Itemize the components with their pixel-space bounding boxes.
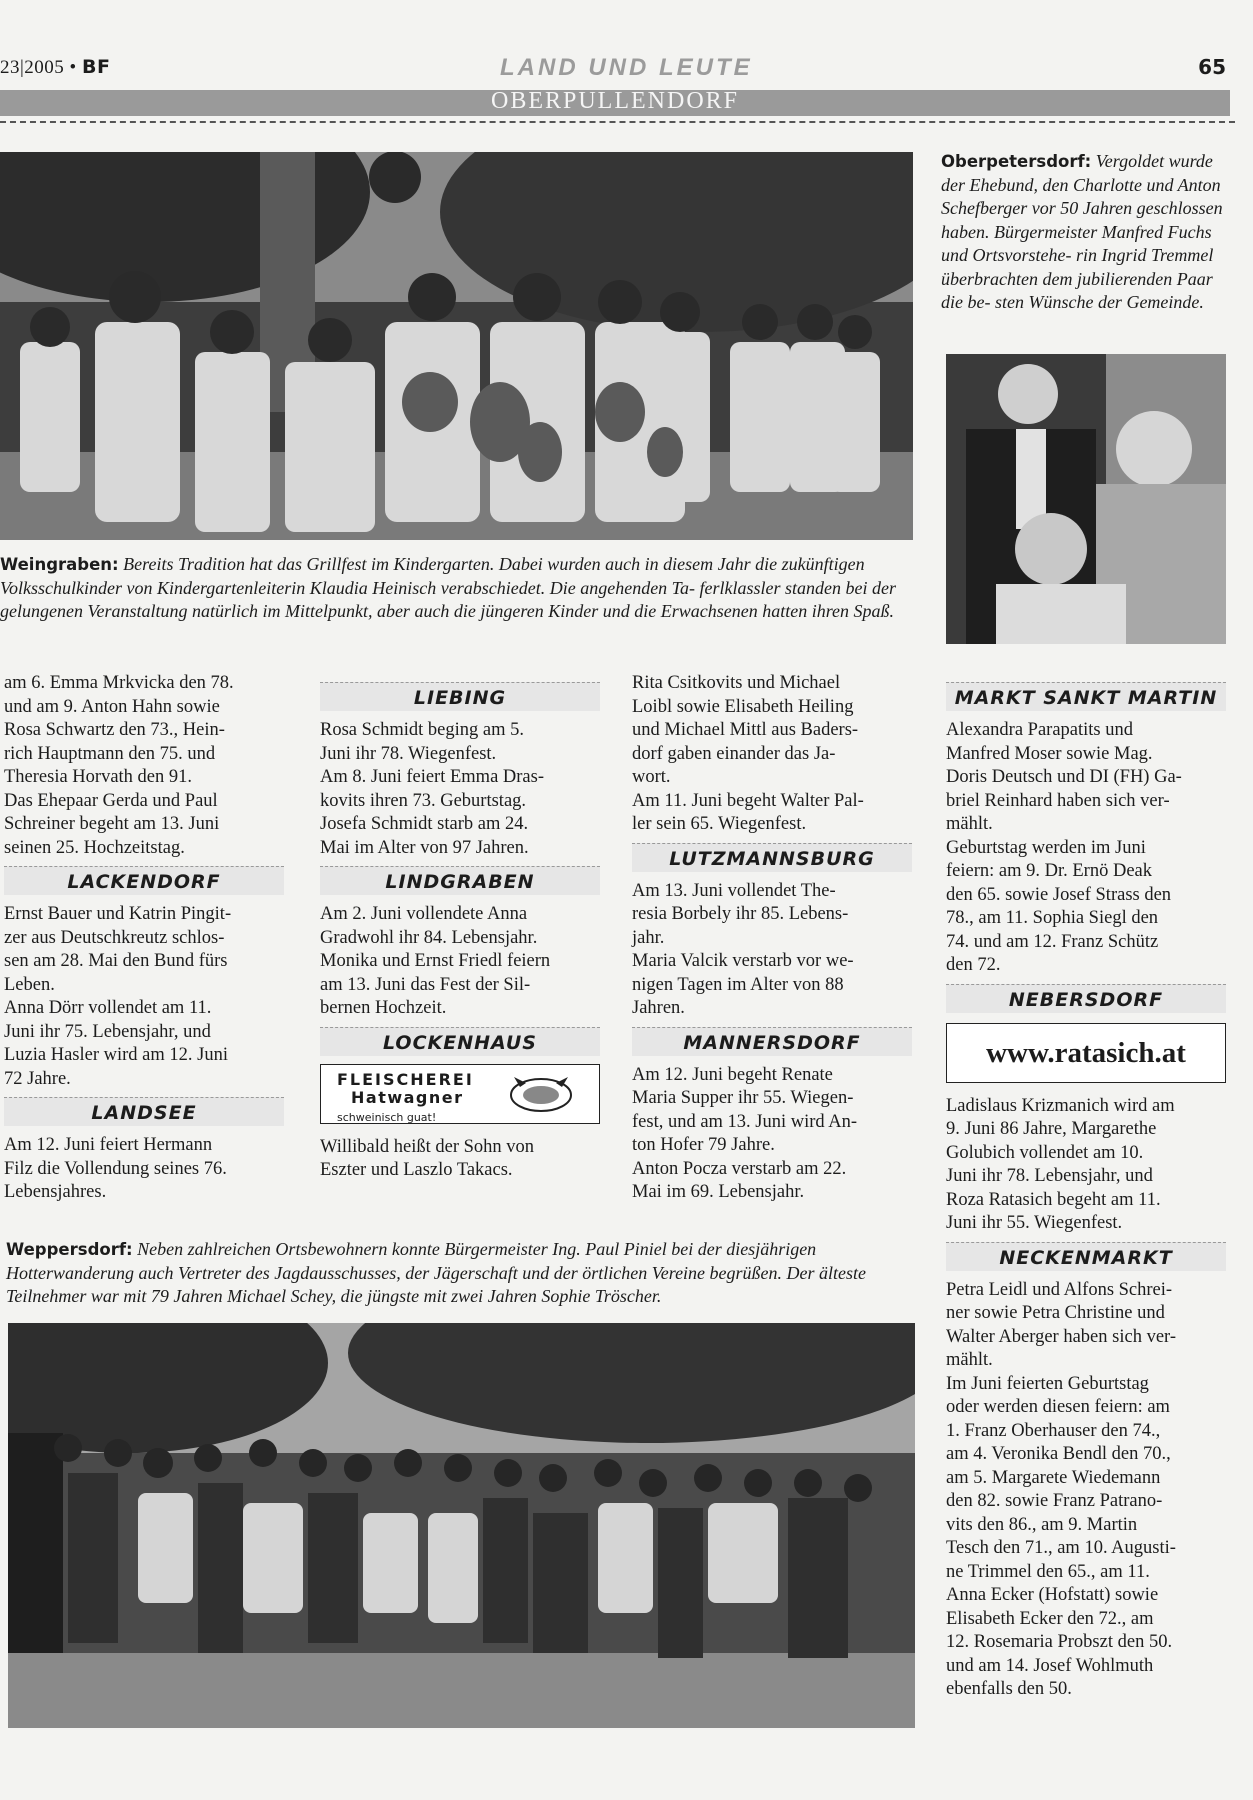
lackendorf-line: 72 Jahre. (4, 1068, 71, 1089)
section-title: LAND UND LEUTE (500, 54, 753, 81)
photo-golden-wedding-image (946, 354, 1226, 644)
lutzmannsburg-line: resia Borbely ihr 85. Lebens- (632, 904, 849, 924)
lackendorf-text (4, 903, 284, 1091)
column-1 (4, 672, 284, 1205)
markt-line: 74. und am 12. Franz Schütz (946, 931, 1159, 952)
col3-intro-line: dorf gaben einander das Ja- (632, 743, 836, 764)
nebersdorf-line: Roza Ratasich begeht am 11. (946, 1189, 1161, 1210)
lockenhaus-text (320, 1136, 600, 1183)
col1-intro (4, 672, 284, 860)
markt-sankt-martin-text (946, 719, 1226, 978)
landsee-line: Filz die Vollendung seines 76. (4, 1158, 227, 1179)
markt-line: 78., am 11. Sophia Siegl den (946, 908, 1159, 928)
neckenmarkt-line: ebenfalls den 50. (946, 1679, 1072, 1699)
column-2 (320, 672, 600, 1183)
neckenmarkt-line: 1. Franz Oberhauser den 74., (946, 1420, 1161, 1441)
brand-label: BF (81, 56, 111, 78)
heading-mannersdorf: MANNERSDORF (632, 1027, 912, 1056)
ad-ratasich-link[interactable]: www.ratasich.at (946, 1023, 1226, 1083)
nebersdorf-line: Ladislaus Krizmanich wird am (946, 1095, 1175, 1116)
neckenmarkt-line: Im Juni feierten Geburtstag (946, 1373, 1149, 1394)
landsee-line: Lebensjahres. (4, 1182, 107, 1202)
col1-intro-line: Rosa Schwartz den 73., Hein- (4, 720, 225, 740)
liebing-line: Mai im Alter von 97 Jahren. (320, 837, 529, 858)
caption-weingraben (0, 553, 900, 624)
col3-intro (632, 672, 912, 837)
markt-line: Manfred Moser sowie Mag. (946, 743, 1153, 764)
photo-hotterwanderung-image (8, 1323, 915, 1728)
neckenmarkt-line: 12. Rosemaria Probszt den 50. (946, 1632, 1173, 1652)
heading-lindgraben: LINDGRABEN (320, 866, 600, 895)
neckenmarkt-text (946, 1279, 1226, 1702)
heading-nebersdorf: NEBERSDORF (946, 984, 1226, 1013)
neckenmarkt-line: ne Trimmel den 65., am 11. (946, 1561, 1150, 1582)
issue-number: 23|2005 • (0, 57, 82, 78)
landsee-text (4, 1134, 284, 1205)
nebersdorf-line: Juni ihr 55. Wiegenfest. (946, 1213, 1123, 1233)
heading-liebing: LIEBING (320, 682, 600, 711)
issue-line (0, 56, 110, 79)
mannersdorf-line: Maria Supper ihr 55. Wiegen- (632, 1088, 854, 1108)
caption-weingraben-text: Bereits Tradition hat das Grillfest im Kindergarten. Dabei wurden auch in diesem Jahr die zukünftigen Volksschulkinder von Kindergartenleiterin Klaudia Heinisch verabschiedet. Die angehenden Ta- ferlklassler standen bei der gelungenen Veranstaltung natürlich im Mittelpunkt, aber auch die jüngeren Kinder und die Erwachsenen hatten ihren Spaß. (0, 554, 897, 621)
col3-intro-line: Loibl sowie Elisabeth Heiling (632, 696, 854, 717)
heading-lockenhaus: LOCKENHAUS (320, 1027, 600, 1056)
neckenmarkt-line: am 5. Margarete Wiedemann (946, 1467, 1161, 1488)
heading-neckenmarkt: NECKENMARKT (946, 1242, 1226, 1271)
col1-intro-line: Theresia Horvath den 91. (4, 767, 193, 787)
mannersdorf-line: ton Hofer 79 Jahre. (632, 1135, 775, 1155)
lindgraben-text (320, 903, 600, 1021)
neckenmarkt-line: Tesch den 71., am 10. Augusti- (946, 1538, 1176, 1558)
neckenmarkt-line: den 82. sowie Franz Patrano- (946, 1491, 1163, 1511)
caption-oberpetersdorf-text: Vergoldet wurde der Ehebund, den Charlotte und Anton Schefberger vor 50 Jahren geschlossen haben. Bürgermeister Manfred Fuchs und Ortsvorstehe- rin Ingrid Tremmel überbrachten dem jubilierenden Paar die be- sten Wünsche der Gemeinde. (941, 151, 1223, 312)
ad-fleischerei-hatwagner[interactable] (320, 1064, 600, 1124)
col1-intro-line: am 6. Emma Mrkvicka den 78. (4, 673, 234, 693)
neckenmarkt-line: Anna Ecker (Hofstatt) sowie (946, 1585, 1159, 1605)
col1-intro-line: rich Hauptmann den 75. und (4, 743, 216, 764)
markt-line: Geburtstag werden im Juni (946, 837, 1146, 858)
page-number: 65 (1198, 55, 1226, 79)
lutzmannsburg-line: nigen Tagen im Alter von 88 (632, 974, 844, 995)
mannersdorf-line: Mai im 69. Lebensjahr. (632, 1182, 805, 1202)
mannersdorf-text (632, 1064, 912, 1205)
lutzmannsburg-line: Am 13. Juni vollendet The- (632, 880, 836, 901)
landsee-line: Am 12. Juni feiert Hermann (4, 1135, 213, 1155)
caption-weppersdorf-label: Weppersdorf: (6, 1240, 133, 1259)
region-title: OBERPULLENDORF (490, 88, 740, 114)
mannersdorf-line: fest, und am 13. Juni wird An- (632, 1111, 858, 1132)
col3-intro-line: Rita Csitkovits und Michael (632, 673, 841, 693)
neckenmarkt-line: am 4. Veronika Bendl den 70., (946, 1444, 1171, 1464)
liebing-line: Juni ihr 78. Wiegenfest. (320, 743, 497, 764)
markt-line: den 65. sowie Josef Strass den (946, 884, 1172, 905)
lindgraben-line: Gradwohl ihr 84. Lebensjahr. (320, 927, 538, 948)
markt-line: Alexandra Parapatits und (946, 720, 1133, 740)
liebing-line: kovits ihren 73. Geburtstag. (320, 790, 527, 811)
neckenmarkt-line: mählt. (946, 1350, 993, 1370)
col3-intro-line: Am 11. Juni begeht Walter Pal- (632, 790, 864, 811)
lockenhaus-line: Willibald heißt der Sohn von (320, 1136, 535, 1157)
caption-weppersdorf-text: Neben zahlreichen Ortsbewohnern konnte Bürgermeister Ing. Paul Piniel bei der diesjährigen Hotterwanderung auch Vertreter des Jagdausschusses, der Jägerschaft und der örtlichen Vereine begrüßen. Der älteste Teilnehmer war mit 79 Jahren Michael Schey, die jüngste mit zwei Jahren Sophie Tröscher. (6, 1239, 867, 1306)
photo-hotterwanderung (8, 1323, 915, 1728)
caption-weingraben-label: Weingraben: (0, 555, 119, 574)
lackendorf-line: Juni ihr 75. Lebensjahr, und (4, 1021, 211, 1042)
markt-line: Doris Deutsch und DI (FH) Ga- (946, 767, 1182, 787)
lindgraben-line: Am 2. Juni vollendete Anna (320, 904, 528, 924)
neckenmarkt-line: Walter Aberger haben sich ver- (946, 1326, 1176, 1347)
col1-intro-line: seinen 25. Hochzeitstag. (4, 837, 185, 858)
column-4 (946, 672, 1226, 1702)
neckenmarkt-line: vits den 86., am 9. Martin (946, 1514, 1138, 1535)
neckenmarkt-line: oder werden diesen feiern: am (946, 1397, 1170, 1417)
caption-oberpetersdorf (941, 150, 1231, 315)
lutzmannsburg-line: jahr. (632, 927, 665, 948)
lindgraben-line: Monika und Ernst Friedl feiern (320, 951, 551, 971)
liebing-line: Josefa Schmidt starb am 24. (320, 814, 529, 834)
mannersdorf-line: Am 12. Juni begeht Renate (632, 1064, 833, 1085)
ad-fleischerei-line1: FLEISCHEREI (337, 1069, 474, 1089)
photo-golden-wedding (946, 354, 1226, 644)
mannersdorf-line: Anton Pocza verstarb am 22. (632, 1158, 847, 1179)
lackendorf-line: Luzia Hasler wird am 12. Juni (4, 1045, 228, 1065)
lutzmannsburg-line: Jahren. (632, 998, 685, 1018)
lockenhaus-line: Eszter und Laszlo Takacs. (320, 1160, 513, 1180)
lackendorf-line: zer aus Deutschkreutz schlos- (4, 927, 225, 948)
lackendorf-line: Ernst Bauer und Katrin Pingit- (4, 904, 232, 924)
photo-kindergarten-image (0, 152, 913, 540)
liebing-line: Rosa Schmidt begin​g am 5. (320, 720, 524, 740)
column-3 (632, 672, 912, 1205)
lackendorf-line: Leben. (4, 974, 55, 995)
ad-fleischerei-line2: Hatwagner (351, 1087, 464, 1107)
col1-intro-line: und am 9. Anton Hahn sowie (4, 696, 220, 717)
lackendorf-line: Anna Dörr vollendet am 11. (4, 998, 212, 1018)
liebing-line: Am 8. Juni feiert Emma Dras- (320, 767, 544, 787)
heading-markt-sankt-martin: MARKT SANKT MARTIN (946, 682, 1226, 711)
lutzmannsburg-text (632, 880, 912, 1021)
header-divider (0, 121, 1235, 123)
col1-intro-line: Schreiner begeht am 13. Juni (4, 814, 220, 834)
caption-weppersdorf (6, 1238, 916, 1309)
markt-line: mählt. (946, 814, 993, 834)
ad-fleischerei-slogan: schweinisch guat! (337, 1110, 437, 1124)
nebersdorf-line: 9. Juni 86 Jahre, Margarethe (946, 1119, 1157, 1139)
neckenmarkt-line: und am 14. Josef Wohlmuth (946, 1655, 1154, 1676)
markt-line: den 72. (946, 955, 1001, 975)
markt-line: feiern: am 9. Dr. Ernö Deak (946, 861, 1152, 881)
neckenmarkt-line: Elisabeth Ecker den 72., am (946, 1608, 1154, 1629)
heading-lutzmannsburg: LUTZMANNSBURG (632, 843, 912, 872)
col1-intro-line: Das Ehepaar Gerda und Paul (4, 790, 218, 811)
neckenmarkt-line: ner sowie Petra Christine und (946, 1303, 1165, 1323)
heading-landsee: LANDSEE (4, 1097, 284, 1126)
markt-line: briel Reinhard haben sich ver- (946, 790, 1170, 811)
heading-lackendorf: LACKENDORF (4, 866, 284, 895)
pig-logo-icon (506, 1073, 576, 1115)
liebing-text (320, 719, 600, 860)
nebersdorf-text (946, 1095, 1226, 1236)
lindgraben-line: bernen Hochzeit. (320, 998, 447, 1018)
col3-intro-line: wort. (632, 767, 671, 787)
lindgraben-line: am 13. Juni das Fest der Sil- (320, 974, 531, 995)
neckenmarkt-line: Petra Leidl und Alfons Schrei- (946, 1279, 1173, 1300)
col3-intro-line: und Michael Mittl aus Baders- (632, 720, 859, 740)
photo-kindergarten (0, 152, 913, 540)
caption-oberpetersdorf-label: Oberpetersdorf: (941, 152, 1092, 171)
nebersdorf-line: Juni ihr 78. Lebensjahr, und (946, 1166, 1153, 1186)
lackendorf-line: sen am 28. Mai den Bund fürs (4, 951, 228, 971)
lutzmannsburg-line: Maria Valcik verstarb vor we- (632, 951, 854, 971)
nebersdorf-line: Golubich vollendet am 10. (946, 1142, 1144, 1163)
col3-intro-line: ler sein 65. Wiegenfest. (632, 814, 807, 834)
